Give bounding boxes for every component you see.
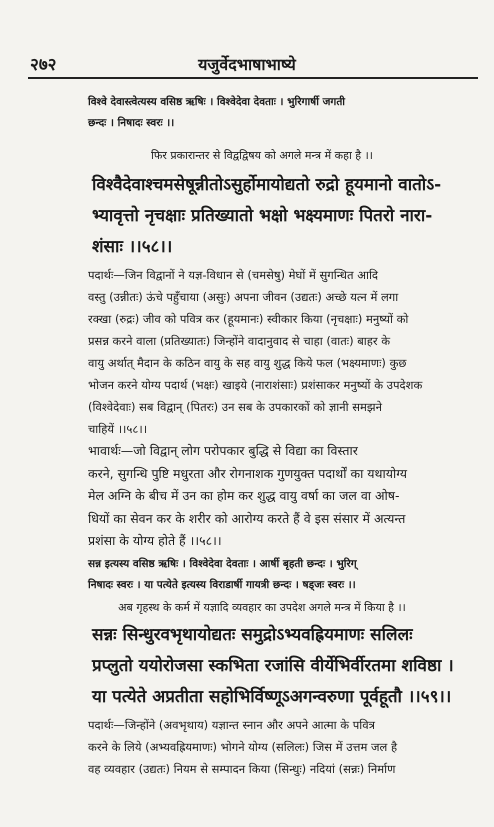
padartha-line: रक्खा (रुद्रः) जीव को पवित्र कर (हूयमानः) स्वीकार किया (नृचक्षाः) मनुष्यों को [88, 312, 409, 326]
book-title: यजुर्वेदभाषाभाष्ये [198, 55, 296, 74]
m58-intro: फिर प्रकारान्तर से विद्वद्विषय को अगले मन्त्र में कहा है ।। [151, 149, 373, 162]
mantra-line: सन्नः सिन्धुरवभृथायोद्यतः समुद्रोऽभ्यवह्रियमाणः सलिलः [92, 625, 413, 645]
m59-padartha [0, 714, 494, 780]
m59-mantra [0, 620, 494, 713]
meta-line: विश्वे देवास्त्वेत्यस्य वसिष्ठ ऋषिः । विश्वेदेवा देवताः । भुरिगार्षी जगती [88, 96, 346, 108]
mantra-line: विश्वैदेवाश्चमसेषून्नीतोऽसुर्होमायोद्यतो रुद्रो हूयमानो वातोऽ- [92, 175, 442, 195]
meta-line: निषादः स्वरः । या पत्येते इत्यस्य विराडार्षी गायत्री छन्दः । षड्जः स्वरः ।। [88, 579, 356, 591]
mantra-line: या पत्येते अप्रतीता सहोभिर्विष्णूऽअगन्वरुणा पूर्वहूतौ ।।५९।। [92, 687, 452, 707]
bhavartha-line: धियों का सेवन कर के शरीर को आरोग्य करते हैं वे इस संसार में अत्यन्त [88, 510, 406, 526]
header-rule [28, 77, 478, 79]
padartha-line: (विश्वेदेवाः) सब विद्वान् (पितरः) उन सब के उपकारकों को ज्ञानी समझने [88, 400, 382, 414]
m58-meta [0, 92, 494, 134]
padartha-line: पदार्थः—जिन विद्वानों ने यज्ञ-विधान से (चमसेषु) मेघों में सुगन्धित आदि [88, 268, 379, 282]
padartha-line: वायु अर्थात् मैदान के कठिन वायु के सह वायु शुद्ध किये फल (भक्ष्यमाणः) कुछ [88, 356, 407, 370]
bhavartha-line: मेल अग्नि के बीच में उन का होम कर शुद्ध वायु वर्षा का जल वा ओष- [88, 488, 400, 503]
mantra-line: भ्यावृत्तो नृचक्षाः प्रतिख्यातो भक्षो भक्ष्यमाणः पितरो नारा- [92, 206, 433, 226]
mantra-line: प्रप्लुतो ययोरोजसा स्कभिता रजांसि वीर्येभिर्वीरतमा शविष्ठा । [92, 656, 454, 676]
padartha-line: चाहियें ।।५८।। [88, 422, 148, 436]
padartha-line: वह व्यवहार (उद्यतः) नियम से सम्पादन किया (सिन्धुः) नदियां (सन्नः) निर्माण [88, 762, 396, 776]
padartha-line: भोजन करने योग्य पदार्थ (भक्षः) खाइये (नाराशंसाः) प्रशंसाकर मनुष्यों के उपदेशक [88, 378, 423, 392]
page-header [0, 52, 494, 76]
padartha-line: वस्तु (उन्नीतः) ऊंचे पहुँचाया (असुः) अपना जीवन (उद्यतः) अच्छे यत्न में लगा [88, 290, 399, 304]
m58-mantra [0, 170, 494, 263]
m59-meta [0, 554, 494, 596]
m58-padartha [0, 264, 494, 440]
bhavartha-line: प्रशंसा के योग्य होते हैं ।।५८।। [88, 533, 222, 548]
m58-bhavartha [0, 440, 494, 553]
meta-line: सन्न इत्यस्य वसिष्ठ ऋषिः । विश्वेदेवा देवताः । आर्षी बृहती छन्दः । भुरिग् [88, 558, 357, 570]
m59-intro: अब गृहस्थ के कर्म में यज्ञादि व्यवहार का उपदेश अगले मन्त्र में किया है ।। [118, 601, 406, 614]
padartha-line: पदार्थः—जिन्होंने (अवभृथाय) यज्ञान्त स्नान और अपने आत्मा के पवित्र [88, 718, 376, 732]
meta-line: छन्दः । निषादः स्वरः ।। [88, 117, 175, 129]
padartha-line: प्रसन्न करने वाला (प्रतिख्यातः) जिन्होंने वादानुवाद से चाहा (वातः) बाहर के [88, 334, 391, 348]
bhavartha-line: भावार्थः—जो विद्वान् लोग परोपकार बुद्धि से विद्या का विस्तार [88, 443, 358, 458]
bhavartha-line: करने, सुगन्धि पुष्टि मधुरता और रोगनाशक गुणयुक्त पदार्थों का यथायोग्य [88, 465, 408, 481]
padartha-line: करने के लिये (अभ्यवह्रियमाणः) भोगने योग्य (सलिलः) जिस में उत्तम जल है [88, 740, 398, 754]
mantra-line: शंसाः ।।५८।। [92, 237, 173, 257]
page-number: २७२ [30, 55, 57, 75]
